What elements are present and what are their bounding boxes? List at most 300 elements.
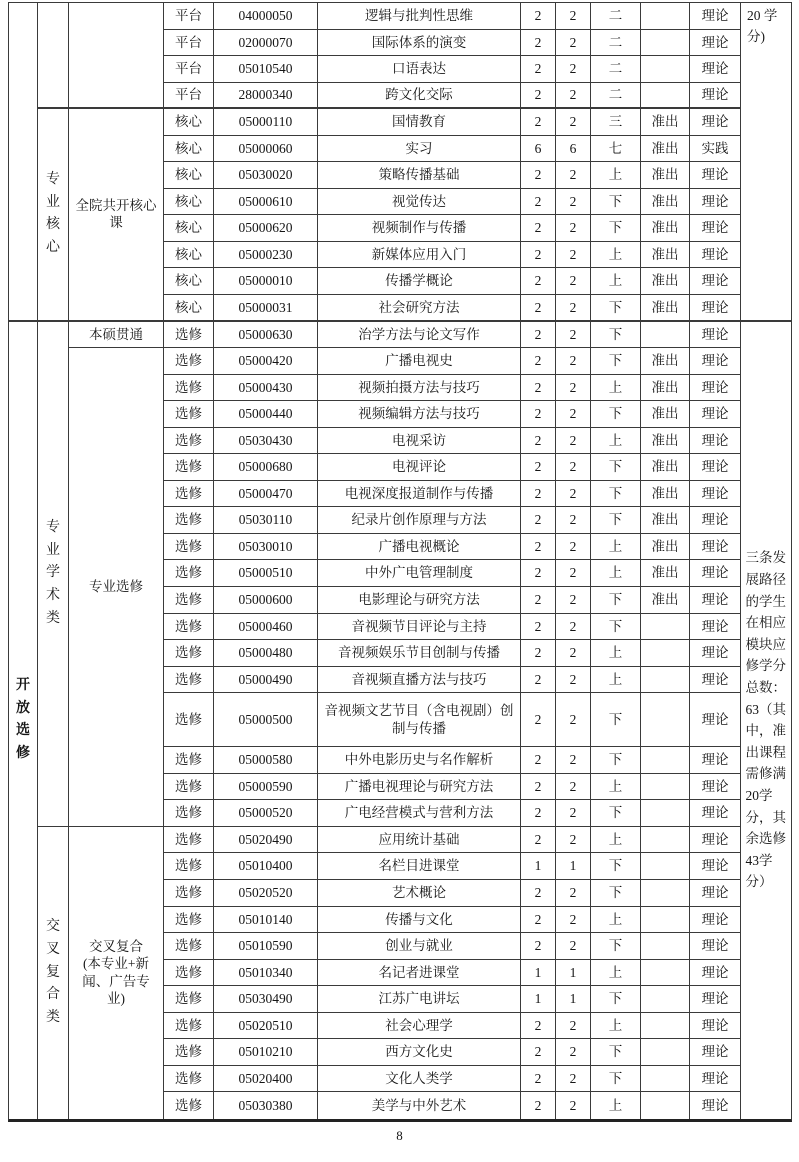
course-mode-cell bbox=[690, 109, 741, 136]
course-hours-cell bbox=[556, 189, 591, 216]
subgroup-college-core bbox=[69, 109, 164, 321]
course-type-cell-text: 选修 bbox=[175, 911, 202, 927]
course-type-cell-text: 选修 bbox=[175, 671, 202, 687]
course-type-cell bbox=[164, 1066, 214, 1093]
course-mode-cell-text: 实践 bbox=[701, 140, 729, 156]
subgroup-col3-blank bbox=[69, 3, 164, 109]
course-type-cell-text: 选修 bbox=[175, 485, 202, 501]
course-credit-cell bbox=[521, 1013, 556, 1040]
course-mode-cell-text: 理论 bbox=[701, 858, 729, 874]
course-semester-cell-text: 下 bbox=[608, 858, 623, 874]
course-name-cell bbox=[318, 30, 521, 57]
course-name-cell bbox=[318, 880, 521, 907]
course-name-cell-text: 新媒体应用入门 bbox=[371, 246, 467, 262]
course-code-cell-text: 05000420 bbox=[238, 353, 293, 369]
course-hours-cell-text: 2 bbox=[569, 193, 577, 209]
course-name-cell-text: 视频拍摄方法与技巧 bbox=[358, 379, 480, 395]
course-hours-cell-text: 1 bbox=[569, 991, 577, 1007]
course-semester-cell bbox=[591, 1039, 641, 1066]
course-code-cell-text: 05000590 bbox=[238, 778, 293, 794]
course-name-cell-text: 逻辑与批判性思维 bbox=[365, 8, 473, 23]
course-name-cell bbox=[318, 534, 521, 561]
course-hours-cell-text: 2 bbox=[569, 61, 577, 77]
course-hours-cell-text: 2 bbox=[569, 299, 577, 315]
course-semester-cell bbox=[591, 640, 641, 667]
course-hours-cell bbox=[556, 268, 591, 295]
note-previous-section-label: 20 学分) bbox=[747, 8, 778, 44]
course-exit-cell bbox=[641, 933, 690, 960]
course-credit-cell-text: 2 bbox=[534, 884, 542, 900]
course-credit-cell bbox=[521, 428, 556, 455]
course-semester-cell-text: 二 bbox=[608, 34, 623, 50]
course-name-cell bbox=[318, 454, 521, 481]
course-hours-cell bbox=[556, 587, 591, 614]
course-name-cell bbox=[318, 83, 521, 110]
course-semester-cell bbox=[591, 268, 641, 295]
course-mode-cell bbox=[690, 481, 741, 508]
course-mode-cell bbox=[690, 56, 741, 83]
course-exit-cell bbox=[641, 428, 690, 455]
course-exit-cell-text: 准出 bbox=[651, 565, 679, 581]
course-credit-cell bbox=[521, 800, 556, 827]
course-hours-cell-text: 2 bbox=[569, 618, 577, 634]
course-semester-cell bbox=[591, 136, 641, 163]
course-type-cell bbox=[164, 880, 214, 907]
course-credit-cell-text: 2 bbox=[534, 538, 542, 554]
course-credit-cell bbox=[521, 83, 556, 110]
course-semester-cell bbox=[591, 215, 641, 242]
course-exit-cell-text: 准出 bbox=[651, 140, 679, 156]
course-code-cell-text: 05000060 bbox=[238, 140, 293, 156]
course-name-cell-text: 传播学概论 bbox=[385, 273, 453, 289]
course-name-cell bbox=[318, 295, 521, 322]
course-credit-cell bbox=[521, 322, 556, 349]
course-name-cell bbox=[318, 215, 521, 242]
course-code-cell-text: 05000600 bbox=[238, 592, 293, 608]
course-credit-cell bbox=[521, 1039, 556, 1066]
course-semester-cell bbox=[591, 481, 641, 508]
course-credit-cell-text: 6 bbox=[534, 140, 542, 156]
course-semester-cell bbox=[591, 747, 641, 774]
course-mode-cell-text: 理论 bbox=[701, 538, 729, 554]
course-hours-cell bbox=[556, 534, 591, 561]
course-code-cell-text: 05030010 bbox=[238, 538, 293, 554]
course-hours-cell bbox=[556, 295, 591, 322]
course-mode-cell-text: 理论 bbox=[701, 671, 729, 687]
course-mode-cell bbox=[690, 83, 741, 110]
course-name-cell bbox=[318, 268, 521, 295]
course-credit-cell bbox=[521, 1092, 556, 1119]
course-hours-cell bbox=[556, 481, 591, 508]
course-credit-cell-text: 2 bbox=[534, 220, 542, 236]
course-type-cell-text: 选修 bbox=[175, 326, 202, 342]
course-semester-cell bbox=[591, 3, 641, 30]
course-credit-cell bbox=[521, 880, 556, 907]
course-mode-cell bbox=[690, 640, 741, 667]
course-semester-cell-text: 下 bbox=[608, 592, 623, 608]
course-exit-cell bbox=[641, 800, 690, 827]
course-hours-cell-text: 2 bbox=[569, 592, 577, 608]
course-exit-cell-text: 准出 bbox=[651, 538, 679, 554]
course-mode-cell bbox=[690, 428, 741, 455]
course-hours-cell-text: 2 bbox=[569, 671, 577, 687]
course-credit-cell bbox=[521, 295, 556, 322]
course-code-cell-text: 05010210 bbox=[238, 1044, 293, 1060]
course-name-cell-text: 电影理论与研究方法 bbox=[358, 592, 480, 608]
course-credit-cell-text: 2 bbox=[534, 34, 542, 50]
course-mode-cell-text: 理论 bbox=[701, 645, 729, 661]
course-semester-cell-text: 上 bbox=[608, 379, 623, 395]
course-type-cell-text: 选修 bbox=[175, 565, 202, 581]
course-type-cell-text: 选修 bbox=[175, 858, 202, 874]
course-semester-cell-text: 下 bbox=[608, 353, 623, 369]
course-credit-cell bbox=[521, 375, 556, 402]
course-mode-cell-text: 理论 bbox=[701, 1097, 729, 1113]
course-exit-cell bbox=[641, 322, 690, 349]
subgroup-cross-major bbox=[69, 827, 164, 1119]
course-semester-cell-text: 下 bbox=[608, 884, 623, 900]
course-hours-cell bbox=[556, 162, 591, 189]
course-credit-cell-text: 2 bbox=[534, 406, 542, 422]
course-type-cell-text: 选修 bbox=[175, 432, 202, 448]
course-exit-cell bbox=[641, 1092, 690, 1119]
course-name-cell-text: 西方文化史 bbox=[385, 1044, 453, 1060]
course-hours-cell bbox=[556, 800, 591, 827]
course-type-cell-text: 选修 bbox=[175, 1017, 202, 1033]
page-number: 8 bbox=[396, 1128, 403, 1143]
course-type-cell bbox=[164, 322, 214, 349]
course-credit-cell-text: 2 bbox=[534, 61, 542, 77]
course-name-cell bbox=[318, 587, 521, 614]
course-semester-cell-text: 下 bbox=[608, 220, 623, 236]
course-code-cell bbox=[214, 827, 318, 854]
course-name-cell bbox=[318, 507, 521, 534]
course-semester-cell-text: 上 bbox=[608, 831, 623, 847]
course-code-cell bbox=[214, 560, 318, 587]
course-name-cell bbox=[318, 774, 521, 801]
course-semester-cell-text: 上 bbox=[608, 432, 623, 448]
course-hours-cell-text: 2 bbox=[569, 114, 577, 130]
course-name-cell bbox=[318, 560, 521, 587]
course-type-cell bbox=[164, 454, 214, 481]
course-semester-cell bbox=[591, 960, 641, 987]
course-credit-cell-text: 2 bbox=[534, 805, 542, 821]
course-name-cell-text: 音视频文艺节目（含电视剧）创制与传播 bbox=[324, 703, 514, 736]
course-hours-cell-text: 2 bbox=[569, 805, 577, 821]
course-semester-cell bbox=[591, 454, 641, 481]
course-semester-cell-text: 下 bbox=[608, 193, 623, 209]
group-major-core bbox=[38, 109, 69, 321]
course-mode-cell-text: 理论 bbox=[701, 831, 729, 847]
course-hours-cell-text: 2 bbox=[569, 512, 577, 528]
course-hours-cell-text: 2 bbox=[569, 565, 577, 581]
course-semester-cell-text: 下 bbox=[608, 512, 623, 528]
course-code-cell bbox=[214, 268, 318, 295]
course-credit-cell bbox=[521, 56, 556, 83]
course-credit-cell-text: 2 bbox=[534, 432, 542, 448]
course-name-cell bbox=[318, 986, 521, 1013]
course-code-cell bbox=[214, 322, 318, 349]
subgroup-cross-major-label: 交叉复合 (本专业+新闻、广告专业) bbox=[82, 938, 150, 1007]
course-semester-cell-text: 下 bbox=[608, 805, 623, 821]
course-code-cell bbox=[214, 3, 318, 30]
course-mode-cell bbox=[690, 268, 741, 295]
course-hours-cell-text: 1 bbox=[569, 964, 577, 980]
note-previous-section bbox=[741, 3, 791, 322]
course-credit-cell bbox=[521, 853, 556, 880]
course-type-cell-text: 选修 bbox=[175, 1070, 202, 1086]
course-semester-cell bbox=[591, 1013, 641, 1040]
course-semester-cell-text: 二 bbox=[608, 8, 623, 23]
course-exit-cell bbox=[641, 109, 690, 136]
course-credit-cell-text: 2 bbox=[534, 87, 542, 103]
course-code-cell-text: 05000031 bbox=[238, 299, 293, 315]
course-name-cell-text: 跨文化交际 bbox=[385, 87, 453, 103]
course-semester-cell-text: 下 bbox=[608, 618, 623, 634]
course-name-cell bbox=[318, 693, 521, 747]
note-development-paths bbox=[741, 322, 791, 1119]
course-credit-cell bbox=[521, 907, 556, 934]
subgroup-major-elective-label: 专业选修 bbox=[89, 579, 143, 595]
course-name-cell-text: 社会研究方法 bbox=[378, 299, 460, 315]
course-type-cell bbox=[164, 136, 214, 163]
course-name-cell bbox=[318, 162, 521, 189]
course-credit-cell bbox=[521, 614, 556, 641]
course-hours-cell bbox=[556, 853, 591, 880]
course-code-cell-text: 05000110 bbox=[238, 114, 293, 130]
course-type-cell bbox=[164, 534, 214, 561]
group-major-academic bbox=[38, 322, 69, 827]
course-type-cell bbox=[164, 800, 214, 827]
course-code-cell-text: 05000010 bbox=[238, 273, 293, 289]
course-credit-cell bbox=[521, 3, 556, 30]
course-hours-cell-text: 2 bbox=[569, 911, 577, 927]
course-code-cell bbox=[214, 1066, 318, 1093]
course-code-cell-text: 05000500 bbox=[238, 711, 293, 727]
course-name-cell-text: 音视频节目评论与主持 bbox=[351, 618, 487, 634]
course-name-cell bbox=[318, 136, 521, 163]
course-code-cell-text: 05000680 bbox=[238, 459, 293, 475]
course-credit-cell-text: 2 bbox=[534, 379, 542, 395]
course-credit-cell-text: 2 bbox=[534, 512, 542, 528]
course-name-cell bbox=[318, 189, 521, 216]
course-credit-cell-text: 2 bbox=[534, 326, 542, 342]
course-credit-cell bbox=[521, 827, 556, 854]
course-type-cell-text: 核心 bbox=[175, 273, 202, 289]
course-credit-cell-text: 2 bbox=[534, 645, 542, 661]
course-hours-cell-text: 2 bbox=[569, 1017, 577, 1033]
course-code-cell bbox=[214, 428, 318, 455]
course-code-cell-text: 05020400 bbox=[238, 1070, 293, 1086]
course-exit-cell bbox=[641, 507, 690, 534]
course-mode-cell-text: 理论 bbox=[701, 964, 729, 980]
course-type-cell bbox=[164, 827, 214, 854]
course-exit-cell bbox=[641, 3, 690, 30]
course-hours-cell bbox=[556, 774, 591, 801]
course-semester-cell-text: 下 bbox=[608, 1070, 623, 1086]
course-semester-cell-text: 上 bbox=[608, 273, 623, 289]
course-code-cell-text: 05010590 bbox=[238, 938, 293, 954]
course-exit-cell bbox=[641, 747, 690, 774]
course-exit-cell bbox=[641, 774, 690, 801]
course-code-cell-text: 05010540 bbox=[238, 61, 293, 77]
course-credit-cell-text: 2 bbox=[534, 618, 542, 634]
course-code-cell bbox=[214, 853, 318, 880]
course-code-cell bbox=[214, 215, 318, 242]
course-exit-cell-text: 准出 bbox=[651, 167, 679, 183]
course-semester-cell bbox=[591, 667, 641, 694]
course-credit-cell bbox=[521, 136, 556, 163]
course-type-cell-text: 选修 bbox=[175, 538, 202, 554]
course-mode-cell bbox=[690, 454, 741, 481]
course-mode-cell bbox=[690, 1013, 741, 1040]
course-credit-cell-text: 2 bbox=[534, 353, 542, 369]
course-type-cell bbox=[164, 3, 214, 30]
course-name-cell-text: 实习 bbox=[405, 140, 433, 156]
course-exit-cell-text: 准出 bbox=[651, 459, 679, 475]
course-exit-cell bbox=[641, 242, 690, 269]
group-cross-compound-label: 交叉复合类 bbox=[46, 919, 60, 1025]
course-semester-cell bbox=[591, 853, 641, 880]
course-exit-cell bbox=[641, 587, 690, 614]
course-credit-cell bbox=[521, 189, 556, 216]
course-credit-cell-text: 2 bbox=[534, 831, 542, 847]
course-exit-cell bbox=[641, 960, 690, 987]
course-exit-cell-text: 准出 bbox=[651, 592, 679, 608]
course-mode-cell bbox=[690, 215, 741, 242]
course-mode-cell-text: 理论 bbox=[701, 114, 729, 130]
course-type-cell bbox=[164, 401, 214, 428]
course-mode-cell-text: 理论 bbox=[701, 991, 729, 1007]
course-code-cell-text: 05000430 bbox=[238, 379, 293, 395]
course-name-cell bbox=[318, 481, 521, 508]
course-semester-cell bbox=[591, 507, 641, 534]
course-type-cell-text: 核心 bbox=[175, 140, 202, 156]
course-code-cell bbox=[214, 109, 318, 136]
course-type-cell-text: 选修 bbox=[175, 353, 202, 369]
course-semester-cell-text: 三 bbox=[608, 114, 623, 130]
course-name-cell-text: 江苏广电讲坛 bbox=[378, 991, 460, 1007]
course-mode-cell bbox=[690, 587, 741, 614]
course-credit-cell-text: 2 bbox=[534, 752, 542, 768]
course-semester-cell-text: 上 bbox=[608, 167, 623, 183]
course-hours-cell-text: 2 bbox=[569, 938, 577, 954]
course-mode-cell bbox=[690, 1066, 741, 1093]
course-semester-cell-text: 上 bbox=[608, 1097, 623, 1113]
course-semester-cell bbox=[591, 295, 641, 322]
course-name-cell-text: 治学方法与论文写作 bbox=[358, 326, 480, 342]
course-code-cell-text: 05000230 bbox=[238, 246, 293, 262]
course-semester-cell-text: 上 bbox=[608, 538, 623, 554]
course-name-cell-text: 电视采访 bbox=[392, 432, 446, 448]
course-code-cell bbox=[214, 960, 318, 987]
course-hours-cell bbox=[556, 933, 591, 960]
course-type-cell-text: 平台 bbox=[175, 61, 202, 77]
course-exit-cell-text: 准出 bbox=[651, 299, 679, 315]
course-name-cell-text: 电视深度报道制作与传播 bbox=[344, 485, 494, 501]
course-credit-cell-text: 2 bbox=[534, 1070, 542, 1086]
course-name-cell bbox=[318, 907, 521, 934]
course-credit-cell bbox=[521, 933, 556, 960]
course-name-cell bbox=[318, 853, 521, 880]
course-type-cell bbox=[164, 1092, 214, 1119]
course-exit-cell bbox=[641, 640, 690, 667]
course-code-cell-text: 05000460 bbox=[238, 618, 293, 634]
course-hours-cell bbox=[556, 880, 591, 907]
course-credit-cell-text: 2 bbox=[534, 778, 542, 794]
course-semester-cell bbox=[591, 56, 641, 83]
course-hours-cell bbox=[556, 109, 591, 136]
course-exit-cell bbox=[641, 614, 690, 641]
course-semester-cell bbox=[591, 1092, 641, 1119]
course-code-cell bbox=[214, 614, 318, 641]
course-mode-cell bbox=[690, 534, 741, 561]
course-name-cell-text: 国情教育 bbox=[392, 114, 446, 130]
course-code-cell bbox=[214, 986, 318, 1013]
course-type-cell-text: 核心 bbox=[175, 114, 202, 130]
course-hours-cell-text: 2 bbox=[569, 432, 577, 448]
course-type-cell bbox=[164, 1013, 214, 1040]
course-name-cell bbox=[318, 348, 521, 375]
course-code-cell bbox=[214, 30, 318, 57]
course-credit-cell-text: 2 bbox=[534, 114, 542, 130]
course-code-cell bbox=[214, 640, 318, 667]
course-code-cell bbox=[214, 667, 318, 694]
course-credit-cell-text: 2 bbox=[534, 1017, 542, 1033]
course-code-cell-text: 05000480 bbox=[238, 645, 293, 661]
course-mode-cell bbox=[690, 322, 741, 349]
subgroup-major-elective bbox=[69, 348, 164, 827]
course-credit-cell bbox=[521, 534, 556, 561]
course-credit-cell bbox=[521, 215, 556, 242]
course-hours-cell bbox=[556, 242, 591, 269]
course-code-cell bbox=[214, 907, 318, 934]
course-credit-cell-text: 2 bbox=[534, 459, 542, 475]
course-mode-cell bbox=[690, 747, 741, 774]
course-mode-cell bbox=[690, 242, 741, 269]
course-type-cell bbox=[164, 295, 214, 322]
course-code-cell-text: 05000440 bbox=[238, 406, 293, 422]
course-code-cell-text: 05030110 bbox=[238, 512, 293, 528]
course-semester-cell bbox=[591, 322, 641, 349]
course-mode-cell-text: 理论 bbox=[701, 1070, 729, 1086]
course-credit-cell-text: 2 bbox=[534, 485, 542, 501]
course-name-cell-text: 名记者进课堂 bbox=[378, 964, 460, 980]
course-type-cell bbox=[164, 268, 214, 295]
course-semester-cell bbox=[591, 693, 641, 747]
course-mode-cell-text: 理论 bbox=[701, 752, 729, 768]
course-type-cell bbox=[164, 614, 214, 641]
course-credit-cell bbox=[521, 560, 556, 587]
course-name-cell-text: 口语表达 bbox=[392, 61, 446, 77]
course-semester-cell-text: 二 bbox=[608, 87, 623, 103]
course-mode-cell-text: 理论 bbox=[701, 884, 729, 900]
course-semester-cell bbox=[591, 774, 641, 801]
course-name-cell-text: 中外电影历史与名作解析 bbox=[344, 752, 494, 768]
course-mode-cell bbox=[690, 560, 741, 587]
course-name-cell-text: 传播与文化 bbox=[385, 911, 453, 927]
course-exit-cell-text: 准出 bbox=[651, 432, 679, 448]
course-credit-cell-text: 2 bbox=[534, 1097, 542, 1113]
course-semester-cell bbox=[591, 83, 641, 110]
course-mode-cell bbox=[690, 3, 741, 30]
course-type-cell-text: 平台 bbox=[175, 87, 202, 103]
course-name-cell-text: 广播电视理论与研究方法 bbox=[344, 778, 494, 794]
course-type-cell bbox=[164, 907, 214, 934]
course-credit-cell bbox=[521, 109, 556, 136]
course-exit-cell bbox=[641, 827, 690, 854]
course-credit-cell bbox=[521, 268, 556, 295]
